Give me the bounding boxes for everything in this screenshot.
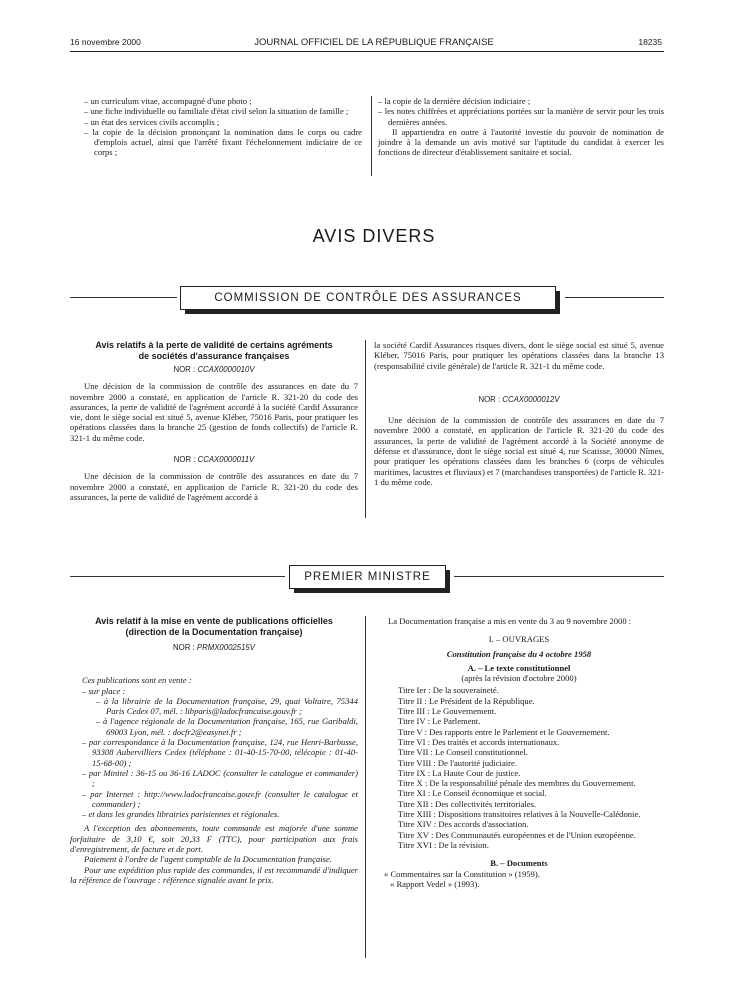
paragraph: Paiement à l'ordre de l'agent comptable de la Documentation française. (84, 854, 332, 865)
paragraph: A l'exception des abonnements, toute commande est majorée d'une somme forfaitaire de 3,10 €, soit 20,33 F (TTC), pour participation aux frais d'enregistrement, de facture et de port. (70, 823, 358, 855)
nor-label: NOR : (173, 455, 196, 465)
section-title-avis-divers: AVIS DIVERS (312, 226, 436, 246)
list-item: – à l'agence régionale de la Documentation française, 165, rue Garibaldi, 69003 Lyon, mél. : docfr2@easynet.fr ; (96, 716, 358, 737)
article-title-line: (direction de la Documentation française) (125, 626, 303, 637)
list-item: Titre XI : Le Conseil économique et social. (398, 788, 547, 799)
paragraph: Une décision de la commission de contrôle des assurances en date du 7 novembre 2000 a constaté, en application de l'article R. 321-20 du code des assurances, la perte de validité de l'agrément accordé à la société Cardif Assurance vie, dont le siège social est situé 5, avenue Kléber, 75016 Paris, pour pratiquer les opérations classées dans la branche 25 (gestion de fonds collectifs) de l'article R. 321-1 du même code. (70, 381, 358, 443)
top-left-column (84, 96, 362, 158)
header-page-number: 18235 (638, 37, 662, 47)
list-item: – à la librairie de la Documentation française, 29, quai Voltaire, 75344 Paris Cedex 07, mél. : libparis@ladocfrancaise.gouv.fr ; (96, 695, 358, 717)
list-item: – un état des services civils accomplis ; (84, 116, 220, 127)
article-title (70, 340, 358, 361)
nor-reference (374, 395, 664, 405)
subsection-note: (après la révision d'octobre 2000) (461, 673, 577, 684)
premier-right-column (374, 616, 664, 889)
list-item: – par Internet : http://www.ladocfrancaise.gouv.fr (consulter le catalogue et commander) ; (82, 788, 358, 809)
list-item: Titre V : Des rapports entre le Parlement et le Gouvernement. (398, 726, 610, 737)
list-item: Titre II : Le Président de la République. (398, 695, 535, 706)
subsection-heading: B. – Documents (490, 858, 548, 869)
list-item: – sur place : (82, 685, 126, 696)
list-item: Titre XII : Des collectivités territoriales. (398, 798, 537, 809)
titres-list (374, 685, 664, 850)
paragraph: Il appartiendra en outre à l'autorité investie du pouvoir de nomination de joindre à la demande un avis motivé sur l'aptitude du candidat à exercer les fonctions de directeur d'établissement sanitaire et social. (378, 126, 664, 158)
list-item: – et dans les grandes librairies parisiennes et régionales. (82, 809, 280, 820)
nor-reference (70, 365, 358, 375)
list-item: Titre VII : Le Conseil constitutionnel. (398, 747, 528, 758)
constitution-title: Constitution française du 4 octobre 1958 (446, 648, 592, 659)
sale-points (70, 675, 358, 819)
list-item: Titre Ier : De la souveraineté. (398, 685, 499, 696)
heading-rule-left (70, 297, 177, 298)
nor-reference (70, 455, 358, 465)
heading-rule-right (454, 576, 664, 577)
heading-rule-left (70, 576, 285, 577)
nor-label: NOR : (173, 643, 195, 652)
list-item: Titre XV : Des Communautés européennes et de l'Union européenne. (398, 829, 636, 840)
heading-rule-right (565, 297, 664, 298)
list-item: « Commentaires sur la Constitution » (1959). (384, 868, 540, 879)
list-item: Titre VIII : De l'autorité judiciaire. (398, 757, 517, 768)
list-item: – par correspondance à la Documentation française, 124, rue Henri-Barbusse, 93308 Aubervilliers Cedex (téléphone : 01-40-15-70-00, télécopie : 01-40-15-68-00) ; (82, 737, 358, 768)
nor-code: PRMX0002515V (196, 643, 255, 652)
list-item: – la copie de la dernière décision indiciaire ; (378, 96, 531, 106)
nor-label: NOR : (173, 365, 196, 374)
list-item: Titre III : Le Gouvernement. (398, 706, 497, 717)
commission-right-column (374, 340, 664, 487)
paragraph: Une décision de la commission de contrôle des assurances en date du 7 novembre 2000 a constaté, en application de l'article R. 321-20 du code des assurances, la perte de validité de l'agrément accordé à (70, 471, 358, 502)
paragraph: Une décision de la commission de contrôle des assurances en date du 7 novembre 2000 a constaté, en application de l'article R. 321-20 du code des assurances, la perte de validité de l'agrément accordé à la Société anonyme de défense et d'assurance, dont le siège social est situé 4, rue Scatisse, 30000 Nîmes, pour pratiquer les opérations classées dans les branches 6 (corps de véhicules maritimes, lacustres et fluviaux) et 7 (marchandises transportées) de l'article R. 321-1 du même code. (374, 415, 664, 487)
list-item: – une fiche individuelle ou familiale d'état civil selon la situation de famille ; (84, 106, 349, 117)
premier-left-column (70, 616, 358, 885)
list-item: Titre XIII : Dispositions transitoires relatives à la Nouvelle-Calédonie. (398, 809, 641, 820)
list-item: Titre X : De la responsabilité pénale des membres du Gouvernement. (398, 778, 636, 789)
article-title-line: Avis relatifs à la perte de validité de certains agréments (95, 340, 333, 350)
list-item: Titre VI : Des traités et accords internationaux. (398, 736, 560, 747)
nor-reference (70, 643, 358, 653)
paragraph: la société Cardif Assurances risques divers, dont le siège social est situé 5, avenue Kléber, 75016 Paris, pour pratiquer les opérations classées dans la branche 13 (responsabilité civile générale) de l'article R. 321-1 du même code. (374, 340, 664, 371)
header-rule (70, 51, 664, 52)
box-premier-ministre: PREMIER MINISTRE (289, 565, 446, 589)
list-item: – la copie de la décision prononçant la nomination dans le corps ou cadre d'emplois actuel, ainsi que l'arrêté fixant l'échelonnement indiciaire de ce corps ; (84, 126, 362, 158)
list-item: Titre XVI : De la révision. (398, 839, 489, 850)
list-item: Titre IV : Le Parlement. (398, 716, 481, 727)
box-commission: COMMISSION DE CONTRÔLE DES ASSURANCES (180, 286, 556, 310)
list-item: – un curriculum vitae, accompagné d'une photo ; (84, 96, 252, 106)
nor-label: NOR : (478, 394, 501, 404)
top-right-column (378, 96, 664, 158)
list-item: – par Minitel : 36-15 ou 36-16 LADOC (consulter le catalogue et commander) ; (82, 767, 358, 789)
subsection-heading: A. – Le texte constitutionnel (467, 662, 571, 673)
list-item: Titre XIV : Des accords d'association. (398, 819, 529, 830)
article-title-line: de sociétés d'assurance françaises (138, 350, 290, 361)
paragraph: La Documentation française a mis en vente du 3 au 9 novembre 2000 : (388, 616, 632, 626)
section-heading: I. – OUVRAGES (488, 634, 550, 645)
sale-intro: Ces publications sont en vente : (82, 675, 192, 686)
paragraph: Pour une expédition plus rapide des commandes, il est recommandé d'indiquer la référence de l'ouvrage : référence signalée avant le prix. (70, 864, 358, 885)
column-divider (365, 616, 366, 958)
nor-code: CCAX0000010V (197, 365, 255, 374)
nor-code: CCAX0000011V (197, 455, 255, 465)
header-date: 16 novembre 2000 (70, 37, 141, 47)
column-divider (371, 96, 372, 176)
column-divider (365, 340, 366, 518)
header-journal-title: JOURNAL OFFICIEL DE LA RÉPUBLIQUE FRANÇAISE (254, 37, 494, 48)
article-title (70, 616, 358, 637)
list-item: – les notes chiffrées et appréciations portées sur la manière de servir pour les trois dernières années. (378, 106, 664, 127)
nor-code: CCAX0000012V (502, 394, 560, 404)
article-title-line: Avis relatif à la mise en vente de publications officielles (95, 616, 333, 626)
list-item: Titre IX : La Haute Cour de justice. (398, 767, 521, 778)
list-item: « Rapport Vedel » (1993). (390, 878, 480, 889)
commission-left-column (70, 340, 358, 502)
